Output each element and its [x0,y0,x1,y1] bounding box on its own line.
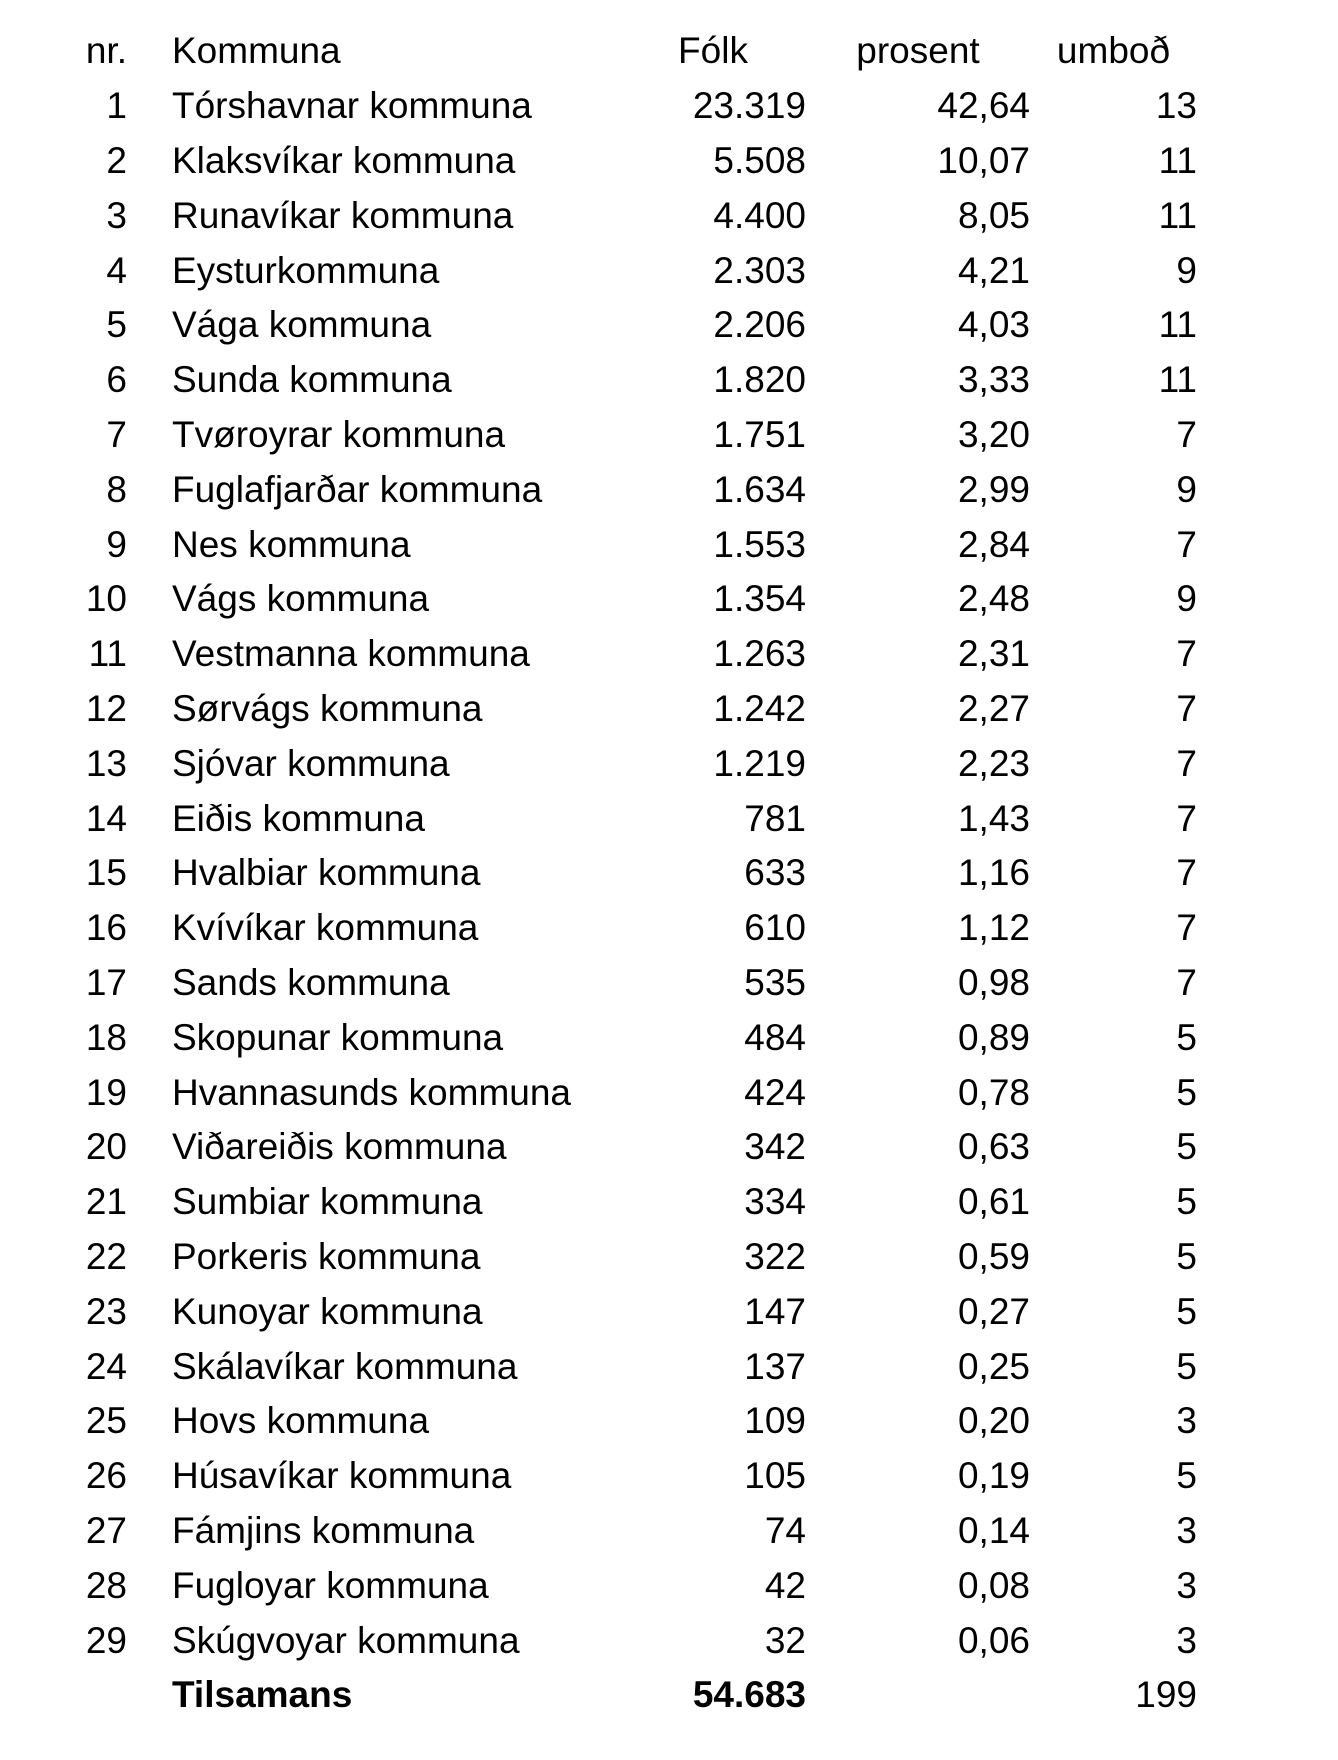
population-value: 484 [744,1016,806,1058]
seats-value: 5 [1176,1016,1197,1058]
row-number: 9 [106,523,127,565]
seats-value: 11 [1158,359,1197,401]
municipality-name: Eysturkommuna [172,249,440,291]
row-number: 11 [88,633,127,675]
row-number: 27 [85,1509,127,1551]
population-value: 322 [744,1235,806,1277]
population-value: 32 [764,1619,806,1661]
table-row [0,1449,1338,1504]
table-row [0,901,1338,956]
row-number: 3 [106,194,127,236]
percent-value: 3,33 [957,359,1030,401]
seats-value: 3 [1176,1509,1197,1551]
seats-value: 5 [1176,1455,1197,1497]
seats-value: 7 [1176,852,1197,894]
percent-value: 8,05 [957,194,1030,236]
municipality-name: Skúgvoyar kommuna [172,1619,520,1661]
row-number: 4 [106,249,127,291]
table-row [0,736,1338,791]
percent-value: 2,27 [957,687,1030,729]
table-row [0,353,1338,408]
row-number: 12 [85,687,127,729]
municipality-name: Húsavíkar kommuna [172,1455,512,1497]
row-number: 1 [106,85,127,127]
population-value: 1.219 [713,742,806,784]
row-number: 26 [85,1455,127,1497]
row-number: 25 [85,1400,127,1442]
percent-value: 10,07 [937,139,1030,181]
population-value: 633 [744,852,806,894]
percent-value: 1,16 [957,852,1030,894]
percent-value: 2,84 [957,523,1030,565]
population-value: 23.319 [692,85,806,127]
table-row [0,517,1338,572]
municipality-name: Fugloyar kommuna [172,1564,489,1606]
municipality-name: Viðareiðis kommuna [172,1126,507,1168]
seats-value: 11 [1158,194,1197,236]
percent-value: 0,14 [957,1509,1030,1551]
seats-value: 7 [1176,687,1197,729]
seats-value: 7 [1176,961,1197,1003]
table-row [0,1230,1338,1285]
total-label: Tilsamans [172,1674,353,1716]
percent-value: 4,03 [957,304,1030,346]
total-seats: 199 [1135,1674,1197,1716]
percent-value: 0,59 [957,1235,1030,1277]
table-row [0,956,1338,1011]
municipality-name: Kunoyar kommuna [172,1290,483,1332]
population-value: 74 [764,1509,806,1551]
table-row [0,1120,1338,1175]
table-row [0,462,1338,517]
percent-value: 2,23 [957,742,1030,784]
population-value: 42 [764,1564,806,1606]
percent-value: 0,27 [957,1290,1030,1332]
population-value: 424 [744,1071,806,1113]
table-row [0,1339,1338,1394]
seats-value: 7 [1176,523,1197,565]
seats-value: 11 [1158,139,1197,181]
population-value: 1.263 [713,633,806,675]
municipality-name: Fámjins kommuna [172,1509,475,1551]
seats-value: 7 [1176,413,1197,455]
municipality-name: Runavíkar kommuna [172,194,514,236]
seats-value: 3 [1176,1400,1197,1442]
seats-value: 7 [1176,797,1197,839]
percent-value: 0,63 [957,1126,1030,1168]
percent-value: 2,99 [957,468,1030,510]
municipality-name: Kvívíkar kommuna [172,907,479,949]
municipality-name: Hvalbiar kommuna [172,852,481,894]
municipality-name: Sumbiar kommuna [172,1181,483,1223]
table-row [0,1010,1338,1065]
percent-value: 3,20 [957,413,1030,455]
municipality-name: Vestmanna kommuna [172,633,530,675]
municipality-name: Hovs kommuna [172,1400,430,1442]
percent-value: 0,25 [957,1345,1030,1387]
population-value: 1.820 [713,359,806,401]
population-value: 147 [744,1290,806,1332]
municipality-name: Tórshavnar kommuna [172,85,532,127]
percent-value: 0,19 [957,1455,1030,1497]
header-folk: Fólk [678,30,748,72]
row-number: 2 [106,139,127,181]
row-number: 6 [106,359,127,401]
row-number: 7 [106,413,127,455]
row-number: 22 [85,1235,127,1277]
municipality-name: Sunda kommuna [172,359,452,401]
header-kommuna: Kommuna [172,30,341,72]
table-row [0,79,1338,134]
seats-value: 7 [1176,907,1197,949]
table-row [0,243,1338,298]
seats-value: 5 [1176,1181,1197,1223]
municipality-name: Porkeris kommuna [172,1235,481,1277]
municipality-name: Sands kommuna [172,961,450,1003]
population-value: 1.553 [713,523,806,565]
percent-value: 0,98 [957,961,1030,1003]
row-number: 14 [85,797,127,839]
municipality-name: Fuglafjarðar kommuna [172,468,543,510]
population-value: 781 [744,797,806,839]
row-number: 23 [85,1290,127,1332]
seats-value: 7 [1176,633,1197,675]
seats-value: 5 [1176,1126,1197,1168]
municipality-name: Vágs kommuna [172,578,430,620]
seats-value: 5 [1176,1071,1197,1113]
seats-value: 9 [1176,468,1197,510]
table-row [0,1175,1338,1230]
seats-value: 7 [1176,742,1197,784]
header-prosent: prosent [856,30,980,72]
table-row [0,1065,1338,1120]
row-number: 5 [106,304,127,346]
row-number: 15 [85,852,127,894]
population-value: 535 [744,961,806,1003]
table-row [0,134,1338,189]
percent-value: 2,31 [957,633,1030,675]
table-header-row [0,24,1338,79]
header-nr: nr. [85,30,127,72]
total-population: 54.683 [692,1674,806,1716]
percent-value: 0,78 [957,1071,1030,1113]
seats-value: 9 [1176,578,1197,620]
population-value: 610 [744,907,806,949]
population-value: 5.508 [713,139,806,181]
municipality-name: Klaksvíkar kommuna [172,139,516,181]
row-number: 24 [85,1345,127,1387]
population-value: 1.634 [713,468,806,510]
percent-value: 0,89 [957,1016,1030,1058]
table-row [0,1394,1338,1449]
percent-value: 42,64 [937,85,1030,127]
population-value: 1.354 [713,578,806,620]
population-value: 2.303 [713,249,806,291]
row-number: 28 [85,1564,127,1606]
percent-value: 0,08 [957,1564,1030,1606]
seats-value: 3 [1176,1619,1197,1661]
seats-value: 11 [1158,304,1197,346]
table-row [0,627,1338,682]
population-value: 105 [744,1455,806,1497]
table-row [0,408,1338,463]
municipality-name: Sjóvar kommuna [172,742,450,784]
municipality-name: Eiðis kommuna [172,797,425,839]
population-value: 4.400 [713,194,806,236]
percent-value: 2,48 [957,578,1030,620]
population-value: 1.751 [713,413,806,455]
header-umbod: umboð [1056,30,1171,72]
seats-value: 5 [1176,1235,1197,1277]
table-row [0,188,1338,243]
row-number: 21 [85,1181,127,1223]
population-value: 137 [744,1345,806,1387]
percent-value: 0,20 [957,1400,1030,1442]
table-row [0,572,1338,627]
population-value: 2.206 [713,304,806,346]
table-row [0,298,1338,353]
population-value: 342 [744,1126,806,1168]
percent-value: 1,43 [957,797,1030,839]
table-body [0,79,1338,1668]
percent-value: 1,12 [957,907,1030,949]
percent-value: 0,06 [957,1619,1030,1661]
municipality-name: Tvøroyrar kommuna [172,413,506,455]
seats-value: 3 [1176,1564,1197,1606]
row-number: 19 [85,1071,127,1113]
row-number: 10 [85,578,127,620]
table-row [0,1504,1338,1559]
table-row [0,791,1338,846]
row-number: 18 [85,1016,127,1058]
row-number: 17 [85,961,127,1003]
row-number: 20 [85,1126,127,1168]
percent-value: 0,61 [957,1181,1030,1223]
table-total-row [0,1668,1338,1723]
row-number: 29 [85,1619,127,1661]
municipality-name: Vága kommuna [172,304,432,346]
municipality-name: Skopunar kommuna [172,1016,504,1058]
seats-value: 5 [1176,1345,1197,1387]
municipality-name: Skálavíkar kommuna [172,1345,518,1387]
municipality-name: Sørvágs kommuna [172,687,483,729]
table-row [0,1613,1338,1668]
population-value: 334 [744,1181,806,1223]
table-row [0,846,1338,901]
table-row [0,1558,1338,1613]
table-row [0,682,1338,737]
population-value: 1.242 [713,687,806,729]
percent-value: 4,21 [957,249,1030,291]
municipality-name: Hvannasunds kommuna [172,1071,571,1113]
seats-value: 5 [1176,1290,1197,1332]
seats-value: 9 [1176,249,1197,291]
population-value: 109 [744,1400,806,1442]
row-number: 8 [106,468,127,510]
table-row [0,1284,1338,1339]
row-number: 13 [85,742,127,784]
municipality-name: Nes kommuna [172,523,411,565]
seats-value: 13 [1155,85,1197,127]
row-number: 16 [85,907,127,949]
